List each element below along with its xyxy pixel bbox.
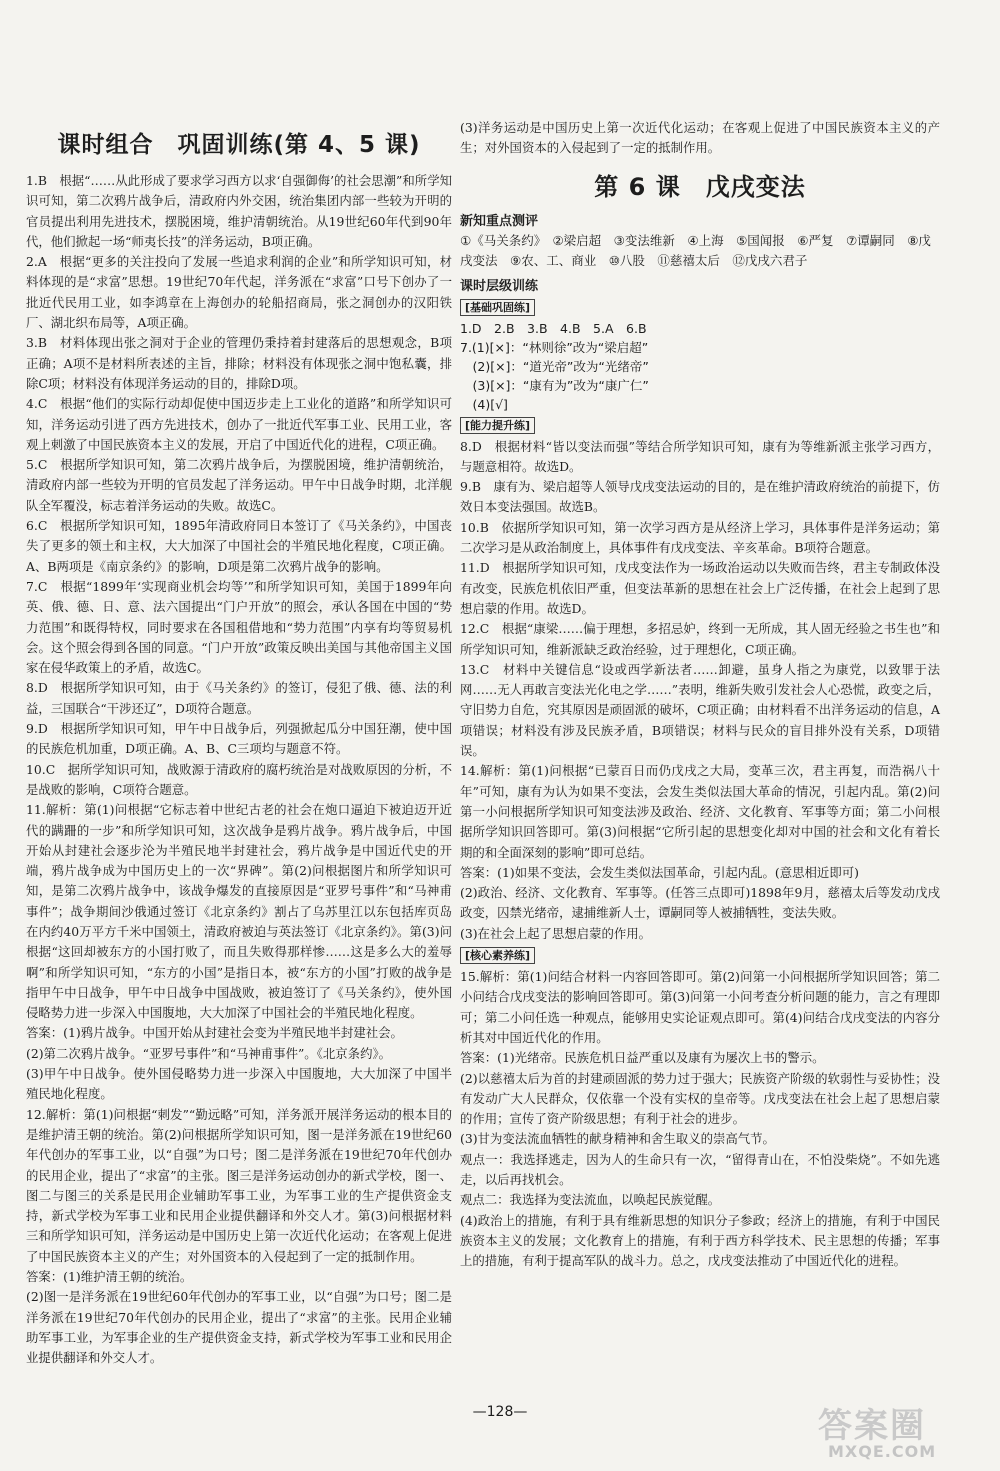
section-heading-key-points: 新知重点测评 (460, 213, 539, 229)
answer-item: 9.D 根据所学知识可知，甲午中日战争后，列强掀起瓜分中国狂潮，使中国的民族危机加重，D项正确。A、B、C三项均与题意不符。 (26, 721, 452, 757)
answer-item: 12.C 根据“康梁……偏于理想，多招忌妒，终到一无所成，其人固无经验之书生也”和所学知识可知，维新派缺乏政治经验，过于理想化，C项正确。 (460, 621, 940, 657)
answer-item: (2)政治、经济、文化教育、军事等。(任答三点即可)1898年9月，慈禧太后等发动戊戌政变，囚禁光绪帝，逮捕维新人士，谭嗣同等人被捕牺牲，变法失败。 (460, 885, 940, 921)
answer-item: 12.解析：第(1)问根据“刺发”“勤远略”可知，洋务派开展洋务运动的根本目的是维护清王朝的统治。第(2)问根据所学知识可知，图一是洋务派在19世纪60年代创办的军事工业，以“自强”为口号；图二是洋务派在19世纪70年代创办的民用企业，提出了“求富”的主张。图三是洋务运动创办的新式学校，图一、图二与图三的关系是民用企业辅助军事工业，为军事工业的生产提供资金支持，新式学校为军事工业和民用企业提供翻译和外交人才。第(3)问根据材料三和所学知识可知，洋务运动是中国历史上第一次近代化运动；在客观上促进了中国民族资本主义的产生；对外国资本的入侵起到了一定的抵制作用。 (26, 1106, 452, 1264)
ability-answer-list (460, 437, 940, 863)
answer-item: (4)[√] (460, 396, 508, 412)
answer-item: 4.C 根据“他们的实际行动却促使中国迈步走上工业化的道路”和所学知识可知，洋务运动引进了西方先进技术，创办了一批近代军事工业、民用工业，客观上刺激了中国民族资本主义的发展，开启了中国近代化的进程，C项正确。 (26, 396, 452, 452)
answer-item: 8.D 根据所学知识可知，由于《马关条约》的签订，侵犯了俄、德、法的利益，三国联合“干涉还辽”，D项符合题意。 (26, 680, 452, 716)
watermark-logo-text: 答案圈 (818, 1406, 926, 1446)
answer-item: 9.B 康有为、梁启超等人领导戊戌变法运动的目的，是在维护清政府统治的前提下，仿效日本变法强国。故选B。 (460, 479, 940, 515)
core-answer-list (460, 967, 940, 1271)
answer-item: 7.C 根据“1899年‘实现商业机会均等’”和所学知识可知，美国于1899年向英、俄、德、日、意、法六国提出“门户开放”的照会，承认各国在中国的“势力范围”和既得特权，同时要求在各国租借地和“势力范围”内享有均等贸易机会。这个照会得到各国的同意。“门户开放”政策反映出美国与其他帝国主义国家在侵华政策上的矛盾，故选C。 (26, 578, 452, 676)
question-14-answer (460, 863, 940, 944)
answer-item: (2)以慈禧太后为首的封建顽固派的势力过于强大；民族资产阶级的软弱性与妥协性；没有发动广大人民群众，仅依靠一个没有实权的皇帝等。戊戌变法在社会上起了思想启蒙的作用；宣传了资产阶级思想；有利于社会的进步。 (460, 1070, 940, 1127)
page-number: —128— (472, 1404, 528, 1420)
answer-item: (2)[×]：“道光帝”改为“光绪帝” (460, 358, 649, 374)
answer-item: 1.D 2.B 3.B 4.B 5.A 6.B (460, 320, 647, 336)
watermark-logo (818, 1398, 996, 1468)
answer-item: (4)政治上的措施，有利于具有维新思想的知识分子参政；经济上的措施，有利于中国民族资本主义的发展；文化教育上的措施，有利于西方科学技术、民主思想的传播；军事上的措施，有利于提高军队的战斗力。总之，戊戌变法推动了中国近代化的进程。 (460, 1212, 940, 1269)
answer-item: 答案：(1)光绪帝。民族危机日益严重以及康有为屡次上书的警示。 (460, 1050, 825, 1066)
core-literacy-badge: [核心素养练] (460, 947, 535, 964)
ability-practice-badge: [能力提升练] (460, 417, 535, 434)
basic-practice-badge: [基础巩固练] (460, 299, 535, 316)
answer-item: (3)甘为变法流血牺牲的献身精神和舍生取义的崇高气节。 (460, 1131, 775, 1147)
answer-item: 1.B 根据“……从此形成了要求学习西方以求‘自强御侮’的社会思潮”和所学知识可知，第二次鸦片战争后，清政府内外交困，统治集团内部一些较为开明的官员提出利用先进技术，摆脱困境，维护清朝统治。从19世纪60年代到90年代，他们掀起一场“师夷长技”的洋务运动，B项正确。 (26, 173, 452, 249)
answer-item: (3)甲午中日战争。使外国侵略势力进一步深入中国腹地，大大加深了中国半殖民地化程度。 (26, 1066, 452, 1102)
answer-item: 11.D 根据所学知识可知，戊戌变法作为一场政治运动以失败而告终，君主专制政体没有改变，民族危机依旧严重，但变法革新的思想在社会上广泛传播，在社会上起到了思想启蒙的作用。故选D。 (460, 560, 940, 616)
answer-item: 2.A 根据“更多的关注投向了发展一些追求利润的企业”和所学知识可知，材料体现的是“求富”思想。19世纪70年代起，洋务派在“求富”口号下创办了一批近代民用工业，如李鸿章在上海创办的轮船招商局，张之洞创办的汉阳铁厂、湖北织布局等，A项正确。 (26, 254, 452, 331)
answer-item: 15.解析：第(1)问结合材料一内容回答即可。第(2)问第一小问根据所学知识回答；第二小问结合戊戌变法的影响回答即可。第(3)问第一小问考查分析问题的能力，言之有理即可；第二小问任选一种观点，能够用史实论证观点即可。第(4)问结合戊戌变法的内容分析其对中国近代化的作用。 (460, 969, 940, 1045)
answer-item: 答案：(1)鸦片战争。中国开始从封建社会变为半殖民地半封建社会。 (26, 1025, 403, 1041)
answer-item: (3)[×]：“康有为”改为“康广仁” (460, 377, 649, 393)
left-answer-list (26, 171, 452, 1369)
answer-item: 观点一：我选择逃走，因为人的生命只有一次，“留得青山在，不怕没柴烧”。不如先逃走，以后再找机会。 (460, 1151, 940, 1187)
answer-item: (2)第二次鸦片战争。“亚罗号事件”和“马神甫事件”。《北京条约》。 (26, 1045, 392, 1061)
left-section-title: 课时组合 巩固训练(第 4、5 课) (57, 132, 421, 158)
answer-item: 13.C 材料中关键信息“设或西学新法者……卸避，虽身人指之为康党，以致罪于法网……无人再敢言变法光化电之学……”表明，维新失败引发社会人心恐慌，政变之后，守旧势力自危，究其原因是顽固派的破坏，C项正确；由材料看不出洋务运动的信息，A项错误；材料没有涉及民族矛盾，B项错误；材料与民众的盲目排外没有关系，D项错误。 (460, 661, 940, 759)
answer-item: 8.D 根据材料“皆以变法而强”等结合所学知识可知，康有为等维新派主张学习西方，与题意相符。故选D。 (460, 438, 940, 474)
right-column (460, 118, 940, 1271)
answer-item: 答案：(1)维护清王朝的统治。 (26, 1269, 193, 1285)
key-points-answers: ①《马关条约》 ②梁启超 ③变法维新 ④上海 ⑤国闻报 ⑥严复 ⑦谭嗣同 ⑧戊戌变法 ⑨农、工、商业 ⑩八股 ⑪慈禧太后 ⑫戊戌六君子 (460, 232, 931, 268)
answer-item: 7.(1)[×]：“林则徐”改为“梁启超” (460, 339, 649, 355)
watermark-url: MXQE.COM (828, 1442, 937, 1461)
answer-item: 10.B 依据所学知识可知，第一次学习西方是从经济上学习，具体事件是洋务运动；第二次学习是从政治制度上，具体事件有戊戌变法、辛亥革命。B项符合题意。 (460, 519, 940, 556)
answer-item: 11.解析：第(1)问根据“它标志着中世纪古老的社会在炮口逼迫下被迫迈开近代的蹒跚的一步”和所学知识可知，这次战争是鸦片战争。鸦片战争后，中国开始从封建社会逐步沦为半殖民地半封建社会，鸦片战争是中国近代史的开端，鸦片战争成为中国历史上的一次“界碑”。第(2)问根据图片和所学知识可知，是第二次鸦片战争中，该战争爆发的直接原因是“亚罗号事件”和“马神甫事件”；战争期间沙俄通过签订《北京条约》割占了乌苏里江以东包括库页岛在内约40万平方千米中国领土，清政府被迫与英法签订《北京条约》。第(3)问根据“这回却被东方的小国打败了，而且失败得那样惨……这是多么大的羞辱啊”和所学知识可知，“东方的小国”是指日本，被“东方的小国”打败的战争是指甲午中日战争，甲午中日战争中国战败，被迫签订了《马关条约》，使外国侵略势力进一步深入中国腹地，大大加深了中国社会的半殖民地化程度。 (26, 802, 452, 1021)
answer-item: 10.C 据所学知识可知，战败源于清政府的腐朽统治是对战败原因的分析，不是战败的影响，C项符合题意。 (26, 761, 452, 797)
answer-item: 14.解析：第(1)问根据“已蒙百日而仍戊戌之大局，变革三次，君主再复，而浩祸八十年”可知，康有为认为如果不变法，会发生类似法国大革命的情况，引起内乱。第(2)问第一小问根据所学知识可知变法涉及政治、经济、文化教育、军事等方面；第二小问根据所学知识回答即可。第(3)问根据“它所引起的思想变化却对中国的社会和文化有着长期的和全面深刻的影响”即可总结。 (460, 763, 940, 860)
continuation-paragraph: (3)洋务运动是中国历史上第一次近代化运动；在客观上促进了中国民族资本主义的产生；对外国资本的入侵起到了一定的抵制作用。 (460, 120, 940, 156)
answer-item: 答案：(1)如果不变法，会发生类似法国革命，引起内乱。(意思相近即可) (460, 864, 859, 880)
answer-item: 5.C 根据所学知识可知，第二次鸦片战争后，为摆脱困境，维护清朝统治，清政府内部一些较为开明的官员发起了洋务运动。甲午中日战争时期，北洋舰队全军覆没，标志着洋务运动的失败。故选C。 (26, 457, 452, 513)
section-heading-graded-training: 课时层级训练 (460, 278, 539, 294)
lesson-title: 第 6 课 戊戌变法 (594, 172, 806, 201)
answer-item: 观点二：我选择为变法流血，以唤起民族觉醒。 (460, 1192, 721, 1208)
answer-item: 3.B 材料体现出张之洞对于企业的管理仍秉持着封建落后的思想观念，B项正确；A项不是材料所表述的主旨，排除；材料没有体现张之洞中饱私囊，排除C项；材料没有体现洋务运动的目的，排除D项。 (26, 335, 452, 391)
answer-item: (2)图一是洋务派在19世纪60年代创办的军事工业，以“自强”为口号；图二是洋务派在19世纪70年代创办的民用企业，提出了“求富”的主张。民用企业辅助军事工业，为军事企业的生产提供资金支持，新式学校为军事工业和民用企业提供翻译和外交人才。 (26, 1289, 452, 1366)
left-column (26, 118, 452, 1369)
answer-item: (3)在社会上起了思想启蒙的作用。 (460, 925, 652, 941)
answer-item: 6.C 根据所学知识可知，1895年清政府同日本签订了《马关条约》，中国丧失了更多的领土和主权，大大加深了中国社会的半殖民地化程度，C项正确。A、B两项是《南京条约》的影响，D项是第二次鸦片战争的影响。 (26, 518, 452, 574)
basic-answer-list (460, 319, 940, 414)
